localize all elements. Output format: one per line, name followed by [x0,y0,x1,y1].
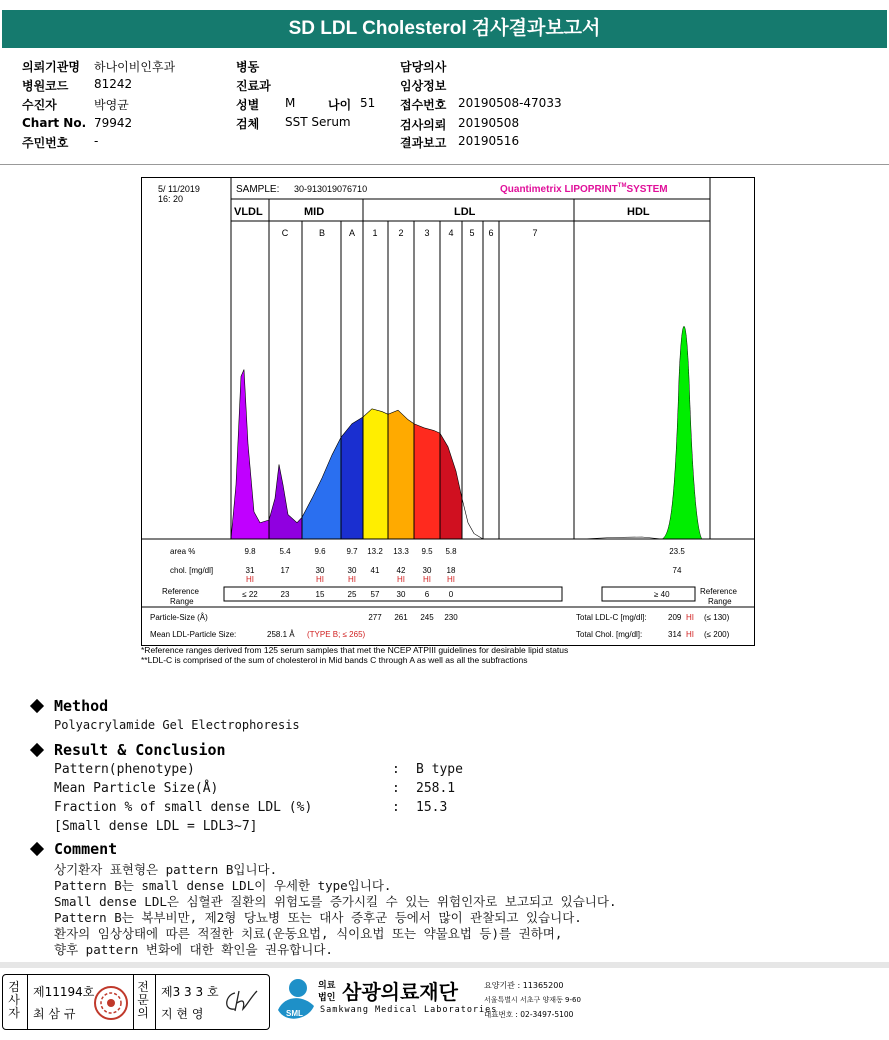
org-prefix-1: 의료 [318,981,336,991]
band-area-hdl [662,326,702,539]
comment-line: Pattern B는 small dense LDL이 우세한 type입니다. [54,878,392,893]
band-label-b: B [318,228,326,238]
ref-label-left-2: Range [170,597,194,606]
result-label: Fraction % of small dense LDL (%) [54,800,313,815]
info-label-text: 나이 [328,98,352,112]
particle-value: 261 [394,613,408,622]
sample-id: 30-913019076710 [294,184,368,194]
band-label-1: 1 [372,228,378,238]
info-value: 박영균 [94,98,129,112]
info-label [236,96,259,113]
sample-label: SAMPLE: [236,184,280,195]
lipoprint-chart [142,178,754,645]
particle-value: 245 [420,613,434,622]
info-label [236,77,271,94]
group-ldl: LDL [454,206,476,218]
band-label-6: 6 [488,228,494,238]
divider [0,164,889,165]
org-prefix-2: 법인 [318,993,336,1003]
info-label-text: 담당의사 [400,60,447,74]
total-ldl-label: Total LDL-C [mg/dl]: [576,613,647,622]
divider [133,975,134,1029]
result-value: 15.3 [416,800,448,815]
hi-flag: HI [348,575,356,584]
bullet-diamond-icon [30,842,44,856]
particle-label: Particle-Size (Å) [150,613,208,622]
chol-value: 74 [672,566,682,575]
comment-line: 향후 pattern 변화에 대한 확인을 권유합니다. [54,942,333,957]
page-title: SD LDL Cholesterol 검사결과보고서 [2,10,887,48]
lipoprint-report [141,177,755,646]
area-label: area % [170,547,196,556]
hi-flag: HI [397,575,405,584]
info-label [236,58,259,75]
method-title: Method [54,697,109,715]
area-value: 9.5 [421,547,433,556]
specialist-label [136,981,150,1020]
info-value: 하나이비인후과 [94,60,176,74]
info-label-text: 진료과 [236,79,271,93]
ref-value: 57 [370,590,380,599]
band-area-a [341,417,363,539]
info-label-text: 병동 [236,60,260,74]
comment-line: Small dense LDL은 심혈관 질환의 위험도를 증가시킬 수 있는 위험인자로 보고되고 있습니다. [54,894,617,909]
area-value: 9.7 [346,547,358,556]
band-label-5: 5 [469,228,475,238]
hi-flag: HI [316,575,324,584]
inspector-label [7,981,21,1020]
info-label [328,96,351,113]
area-value: 13.2 [367,547,383,556]
info-label [22,134,68,151]
info-label [22,116,86,130]
bullet-diamond-icon [30,699,44,713]
total-ldl-value: 209 [668,613,682,622]
ref-value: 30 [396,590,406,599]
result-colon: : [392,800,400,815]
info-value: - [94,134,99,148]
ref-value: 6 [424,590,430,599]
band-label-7: 7 [532,228,538,238]
area-value: 5.8 [445,547,457,556]
chol-value: 41 [370,566,380,575]
info-label-text: 검사의뢰 [400,118,447,132]
inspector-number: 제11194호 [33,985,95,999]
footnote-1: *Reference ranges derived from 125 serum samples that met the NCEP ATPIII guidelines for desirable lipid status [141,645,569,655]
total-chol-ref: (≤ 200) [704,630,730,639]
info-label [400,77,446,94]
info-label [400,96,446,113]
footnote-2: **LDL-C is comprised of the sum of cholesterol in Mid bands C through A as well as all the subfractions [141,655,528,665]
chol-value: 17 [280,566,290,575]
group-mid: MID [304,206,325,218]
info-label [400,134,446,151]
report-date: 5/ 11/2019 [158,184,200,194]
sml-logo-icon [272,976,316,1026]
chol-value: 30 [422,566,432,575]
sml-text: SML [286,1009,303,1018]
chol-value: 18 [446,566,456,575]
divider [155,975,156,1029]
specialist-number: 제3 3 3 호 [161,985,219,999]
band-area-4 [440,433,462,539]
hdl-ref: ≥ 40 [654,590,670,599]
particle-value: 230 [444,613,458,622]
info-value: M [285,96,296,110]
total-ldl-hi: HI [686,613,694,622]
info-row [22,58,80,75]
ref-value: 0 [448,590,454,599]
label-char: 의 [137,1006,149,1020]
total-ldl-ref: (≤ 130) [704,613,730,622]
chol-label: chol. [mg/dl] [170,566,214,575]
result-label: Mean Particle Size(Å) [54,781,219,796]
info-label-text: 주민번호 [22,136,69,150]
band-label-3: 3 [424,228,430,238]
result-title: Result & Conclusion [54,741,226,759]
org-address: 서울특별시 서초구 양재동 9-60 [484,996,581,1004]
label-char: 문 [137,993,149,1007]
info-label [400,58,446,75]
info-value: 20190516 [458,134,520,148]
ref-box-main [224,587,562,601]
info-value: SST Serum [285,115,351,129]
seal-icon [93,985,129,1021]
result-value: 258.1 [416,781,456,796]
org-code: 요양기관 : 11365200 [484,981,564,990]
comment-line: Pattern B는 복부비만, 제2형 당뇨병 또는 대사 증후군 등에서 많이 관찰되고 있습니다. [54,910,582,925]
info-label [400,116,446,133]
area-value: 5.4 [279,547,291,556]
particle-row [368,613,458,622]
group-vldl: VLDL [234,206,263,218]
chol-value: 31 [245,566,255,575]
inspector-name: 최 삼 규 [33,1007,76,1021]
band-label-4: 4 [448,228,454,238]
chol-row [246,566,682,575]
ref-row [242,590,454,599]
chol-value: 42 [396,566,406,575]
comment-line: 상기환자 표현형은 pattern B입니다. [54,862,278,877]
area-value: 23.5 [669,547,685,556]
ref-value: ≤ 22 [242,590,258,599]
method-text: Polyacrylamide Gel Electrophoresis [54,718,300,732]
chol-value: 30 [315,566,325,575]
ref-value: 23 [280,590,290,599]
info-value: 51 [360,96,376,110]
label-char: 자 [8,1006,20,1020]
result-label: Pattern(phenotype) [54,762,195,777]
info-value: 20190508-47033 [458,96,562,110]
area-value: 9.8 [244,547,256,556]
label-char: 검 [8,980,20,994]
info-label-text: 검체 [236,117,260,131]
mean-value: 258.1 Å [267,630,295,639]
result-colon: : [392,762,400,777]
ref-label-left: Reference [162,587,199,596]
band-area-3 [414,424,440,539]
particle-value: 277 [368,613,382,622]
info-label-text: Chart No. [22,116,87,130]
band-label-2: 2 [398,228,404,238]
band-area-1 [363,409,388,539]
info-label-text: 병원코드 [22,79,69,93]
brand-tm: TM [617,183,627,189]
hi-flag: HI [423,575,431,584]
chol-value: 30 [347,566,357,575]
info-label: 의뢰기관명 [22,60,80,74]
org-name: 삼광의료재단 [342,980,458,1004]
band-area-vldl [231,370,269,539]
info-label-text: 성별 [236,98,260,112]
area-row [244,547,685,556]
report-time: 16: 20 [158,194,184,204]
label-char: 전 [137,980,149,994]
area-value: 13.3 [393,547,409,556]
ref-label-right-2: Range [708,597,732,606]
band-label-c: C [281,228,289,238]
total-chol-label: Total Chol. [mg/dl]: [576,630,643,639]
brand-name [500,183,668,195]
ref-value: 15 [315,590,325,599]
info-label [236,115,259,132]
signature-icon [221,987,261,1017]
comment-line: 환자의 임상상태에 따른 적절한 치료(운동요법, 식이요법 또는 약물요법 등)를 권하며, [54,926,563,941]
area-value: 9.6 [314,547,326,556]
footer-separator [0,962,889,968]
signature-box [2,974,270,1030]
mean-type: (TYPE B; ≤ 265) [307,630,366,639]
specialist-name: 지 현 영 [161,1007,204,1021]
info-label-text: 결과보고 [400,136,447,150]
hi-flag: HI [246,575,254,584]
info-label [22,77,68,94]
result-value: B type [416,762,463,777]
comment-title: Comment [54,840,118,858]
brand-suffix: SYSTEM [626,184,668,195]
info-label [22,96,57,113]
brand-text: Quantimetrix LIPOPRINT [500,184,618,195]
ref-value: 25 [347,590,357,599]
org-phone: 대표번호 : 02-3497-5100 [484,1010,574,1019]
band-area-b [302,437,341,539]
info-value: 79942 [94,116,133,130]
result-note: [Small dense LDL = LDL3~7] [54,819,258,834]
hi-flag: HI [447,575,455,584]
group-hdl: HDL [627,206,650,218]
info-value: 81242 [94,77,133,91]
org-english: Samkwang Medical Laboratories [320,1005,498,1015]
band-label-a: A [348,228,356,238]
divider [27,975,28,1029]
result-colon: : [392,781,400,796]
info-label-text: 수진자 [22,98,57,112]
ref-box-hdl [602,587,695,601]
ref-label-right: Reference [700,587,737,596]
hi-row [246,575,455,584]
mean-label: Mean LDL-Particle Size: [150,630,237,639]
total-chol-hi: HI [686,630,694,639]
total-chol-value: 314 [668,630,682,639]
info-label-text: 접수번호 [400,98,447,112]
info-value: 20190508 [458,116,520,130]
band-area-2 [388,410,414,539]
info-label-text: 임상정보 [400,79,447,93]
label-char: 사 [8,993,20,1007]
bullet-diamond-icon [30,743,44,757]
